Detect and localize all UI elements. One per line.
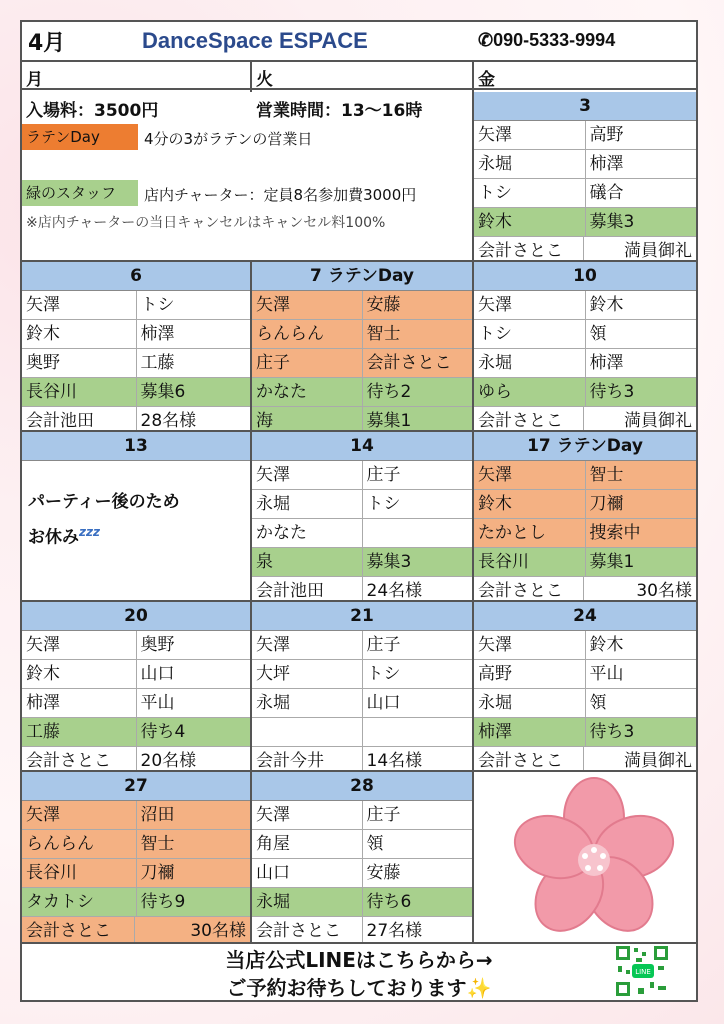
staff-name: らんらん bbox=[252, 320, 363, 348]
closed-message: パーティー後のため bbox=[28, 492, 180, 512]
staff-name: かなた bbox=[252, 378, 363, 406]
staff-name: トシ bbox=[474, 320, 586, 348]
accountant: 会計さとこ bbox=[252, 917, 363, 942]
staff-name: 柿澤 bbox=[474, 718, 586, 746]
day-number: 14 bbox=[252, 432, 472, 461]
staff-name bbox=[252, 718, 363, 746]
staff-name: 工藤 bbox=[22, 718, 137, 746]
staff-name: 庄子 bbox=[252, 349, 363, 377]
staff-name: 鈴木 bbox=[22, 320, 137, 348]
sleep-icon: zzz bbox=[79, 525, 100, 539]
staff-name: 平山 bbox=[140, 693, 175, 713]
staff-name: 高野 bbox=[474, 660, 586, 688]
cancel-note: ※店内チャーターの当日キャンセルはキャンセル料100% bbox=[26, 215, 386, 231]
staff-name: トシ bbox=[366, 494, 401, 514]
staff-name: 海 bbox=[252, 407, 363, 430]
accountant: 会計さとこ bbox=[474, 407, 584, 430]
latin-day-legend: ラテンDay bbox=[22, 124, 138, 150]
day-number: 6 bbox=[22, 262, 250, 291]
staff-name: 泉 bbox=[252, 548, 363, 576]
staff-name: 捜索中 bbox=[589, 523, 641, 543]
recruit-status: 募集1 bbox=[366, 411, 412, 430]
recruit-status: 待ち6 bbox=[366, 892, 412, 912]
staff-name: 奥野 bbox=[22, 349, 137, 377]
staff-name: 庄子 bbox=[366, 635, 401, 655]
staff-name: 矢澤 bbox=[252, 801, 363, 829]
latin-day-desc: 4分の3がラテンの営業日 bbox=[144, 130, 313, 148]
staff-name: 刀禰 bbox=[140, 863, 175, 883]
accountant: 会計さとこ bbox=[22, 917, 135, 942]
staff-name: 永堀 bbox=[474, 349, 586, 377]
reservation-msg: ご予約お待ちしております✨ bbox=[226, 976, 492, 1000]
day-cell-24 bbox=[474, 602, 696, 770]
staff-name: 角屋 bbox=[252, 830, 363, 858]
staff-name: 矢澤 bbox=[474, 121, 586, 149]
day-number: 21 bbox=[252, 602, 472, 631]
accountant: 会計さとこ bbox=[474, 237, 584, 260]
staff-name: 沼田 bbox=[140, 805, 175, 825]
day-cell-14 bbox=[252, 432, 472, 600]
staff-name: 長谷川 bbox=[22, 859, 137, 887]
recruit-status: 待ち2 bbox=[366, 382, 412, 402]
booking-count: 満員御礼 bbox=[624, 241, 692, 260]
day-number: 3 bbox=[474, 92, 696, 121]
booking-count: 28名様 bbox=[140, 411, 197, 430]
staff-name: トシ bbox=[366, 664, 401, 684]
cherry-blossom-icon bbox=[474, 772, 696, 942]
staff-name: 鈴木 bbox=[474, 208, 586, 236]
staff-name: 鈴木 bbox=[589, 635, 624, 655]
booking-count: 満員御礼 bbox=[624, 751, 692, 770]
day-number: 28 bbox=[252, 772, 472, 801]
entry-fee: 入場料：3500円 bbox=[26, 101, 159, 121]
brand-title: DanceSpace ESPACE bbox=[142, 28, 368, 53]
day-number: 13 bbox=[22, 432, 250, 461]
staff-name: 礒合 bbox=[589, 183, 624, 203]
staff-name: 安藤 bbox=[366, 295, 401, 315]
staff-name: 鈴木 bbox=[22, 660, 137, 688]
staff-name: らんらん bbox=[22, 830, 137, 858]
day-cell-17 bbox=[474, 432, 696, 600]
day-cell-21 bbox=[252, 602, 472, 770]
recruit-status: 募集6 bbox=[140, 382, 186, 402]
staff-name: 庄子 bbox=[366, 465, 401, 485]
recruit-status: 待ち3 bbox=[589, 722, 635, 742]
staff-name: 矢澤 bbox=[252, 461, 363, 489]
recruit-status: 募集1 bbox=[589, 552, 635, 572]
booking-count: 20名様 bbox=[140, 751, 197, 770]
info-block bbox=[22, 92, 472, 260]
booking-count: 30名様 bbox=[636, 581, 692, 600]
staff-name: 智士 bbox=[366, 324, 401, 344]
staff-name: 山口 bbox=[140, 664, 175, 684]
phone-number: ✆090-5333-9994 bbox=[478, 30, 616, 50]
recruit-status: 待ち3 bbox=[589, 382, 635, 402]
day-number: 27 bbox=[22, 772, 250, 801]
header-bar bbox=[22, 22, 696, 62]
booking-count: 30名様 bbox=[190, 921, 246, 941]
footer-banner bbox=[22, 942, 696, 1000]
staff-name: 矢澤 bbox=[22, 631, 137, 659]
weekday-mon: 月 bbox=[22, 62, 250, 90]
staff-name bbox=[363, 519, 473, 547]
line-label: LINE bbox=[635, 968, 651, 976]
staff-name: 永堀 bbox=[474, 150, 586, 178]
staff-name: 庄子 bbox=[366, 805, 401, 825]
staff-name: 山口 bbox=[366, 693, 401, 713]
accountant: 会計さとこ bbox=[474, 747, 584, 770]
day-cell-28 bbox=[252, 772, 472, 942]
staff-name: 矢澤 bbox=[22, 291, 137, 319]
line-cta: 当店公式LINEはこちらから→ bbox=[225, 948, 493, 972]
month-label: 4月 bbox=[28, 31, 66, 56]
accountant: 会計さとこ bbox=[366, 353, 452, 373]
day-cell-10 bbox=[474, 262, 696, 430]
staff-name: 永堀 bbox=[252, 689, 363, 717]
accountant: 会計今井 bbox=[252, 747, 363, 770]
staff-name: 工藤 bbox=[140, 353, 175, 373]
staff-name: 柿澤 bbox=[589, 353, 624, 373]
accountant: 会計さとこ bbox=[474, 577, 584, 600]
recruit-status: 募集3 bbox=[366, 552, 412, 572]
staff-name bbox=[363, 718, 473, 746]
staff-name: 鈴木 bbox=[474, 490, 586, 518]
day-number: 17 ラテンDay bbox=[474, 432, 696, 461]
staff-name: 矢澤 bbox=[474, 461, 586, 489]
staff-name: 領 bbox=[366, 834, 384, 854]
day-cell-20 bbox=[22, 602, 250, 770]
staff-name: 智士 bbox=[140, 834, 175, 854]
staff-name: タカトシ bbox=[22, 888, 137, 916]
accountant: 会計池田 bbox=[252, 577, 363, 600]
staff-name: ゆら bbox=[474, 378, 586, 406]
staff-name: トシ bbox=[140, 295, 175, 315]
staff-name: たかとし bbox=[474, 519, 586, 547]
weekday-fri: 金 bbox=[474, 62, 696, 90]
staff-name: 奥野 bbox=[140, 635, 175, 655]
staff-name: 柿澤 bbox=[589, 154, 624, 174]
staff-name: 安藤 bbox=[366, 863, 401, 883]
staff-name: 山口 bbox=[252, 859, 363, 887]
staff-name: トシ bbox=[474, 179, 586, 207]
staff-name: 矢澤 bbox=[252, 631, 363, 659]
staff-name: 永堀 bbox=[252, 888, 363, 916]
staff-name: 刀禰 bbox=[589, 494, 624, 514]
accountant: 会計池田 bbox=[22, 407, 137, 430]
staff-name: 平山 bbox=[589, 664, 624, 684]
staff-name: 矢澤 bbox=[252, 291, 363, 319]
schedule-sheet bbox=[20, 20, 698, 1002]
booking-count: 24名様 bbox=[366, 581, 423, 600]
staff-name: 柿澤 bbox=[140, 324, 175, 344]
recruit-status: 待ち9 bbox=[140, 892, 186, 912]
staff-name: 矢澤 bbox=[474, 631, 586, 659]
staff-name: 矢澤 bbox=[474, 291, 586, 319]
charter-desc: 店内チャーター：定員8名参加費3000円 bbox=[144, 186, 417, 204]
staff-name: 高野 bbox=[589, 125, 624, 145]
staff-name: 永堀 bbox=[252, 490, 363, 518]
booking-count: 14名様 bbox=[366, 751, 423, 770]
day-number: 24 bbox=[474, 602, 696, 631]
line-qr-code[interactable] bbox=[614, 944, 670, 998]
staff-name: 領 bbox=[589, 693, 607, 713]
recruit-status: 募集3 bbox=[589, 212, 635, 232]
staff-name: 鈴木 bbox=[589, 295, 624, 315]
closed-message-2: お休み$^{zzz}$ bbox=[28, 525, 100, 548]
staff-name: 柿澤 bbox=[22, 689, 137, 717]
staff-name: 長谷川 bbox=[22, 378, 137, 406]
day-cell-7 bbox=[252, 262, 472, 430]
weekday-tue: 火 bbox=[252, 62, 472, 90]
day-cell-27 bbox=[22, 772, 250, 942]
day-number: 7 ラテンDay bbox=[252, 262, 472, 291]
day-cell-3 bbox=[474, 92, 696, 260]
day-number: 10 bbox=[474, 262, 696, 291]
staff-name: 智士 bbox=[589, 465, 624, 485]
staff-name: 大坪 bbox=[252, 660, 363, 688]
sparkle-icon: ✨ bbox=[466, 976, 492, 1000]
accountant: 会計さとこ bbox=[22, 747, 137, 770]
day-number: 20 bbox=[22, 602, 250, 631]
staff-name: 長谷川 bbox=[474, 548, 586, 576]
recruit-status: 待ち4 bbox=[140, 722, 186, 742]
opening-hours: 営業時間：13〜16時 bbox=[256, 101, 423, 121]
staff-name: 矢澤 bbox=[22, 801, 137, 829]
booking-count: 27名様 bbox=[366, 921, 423, 941]
col-divider bbox=[250, 62, 252, 92]
green-staff-legend: 緑のスタッフ bbox=[22, 180, 138, 206]
booking-count: 満員御礼 bbox=[624, 411, 692, 430]
phone-icon: ✆ bbox=[478, 30, 494, 50]
staff-name: 永堀 bbox=[474, 689, 586, 717]
day-cell-13 bbox=[22, 432, 250, 600]
staff-name: かなた bbox=[252, 519, 363, 547]
day-cell-6 bbox=[22, 262, 250, 430]
staff-name: 領 bbox=[589, 324, 607, 344]
